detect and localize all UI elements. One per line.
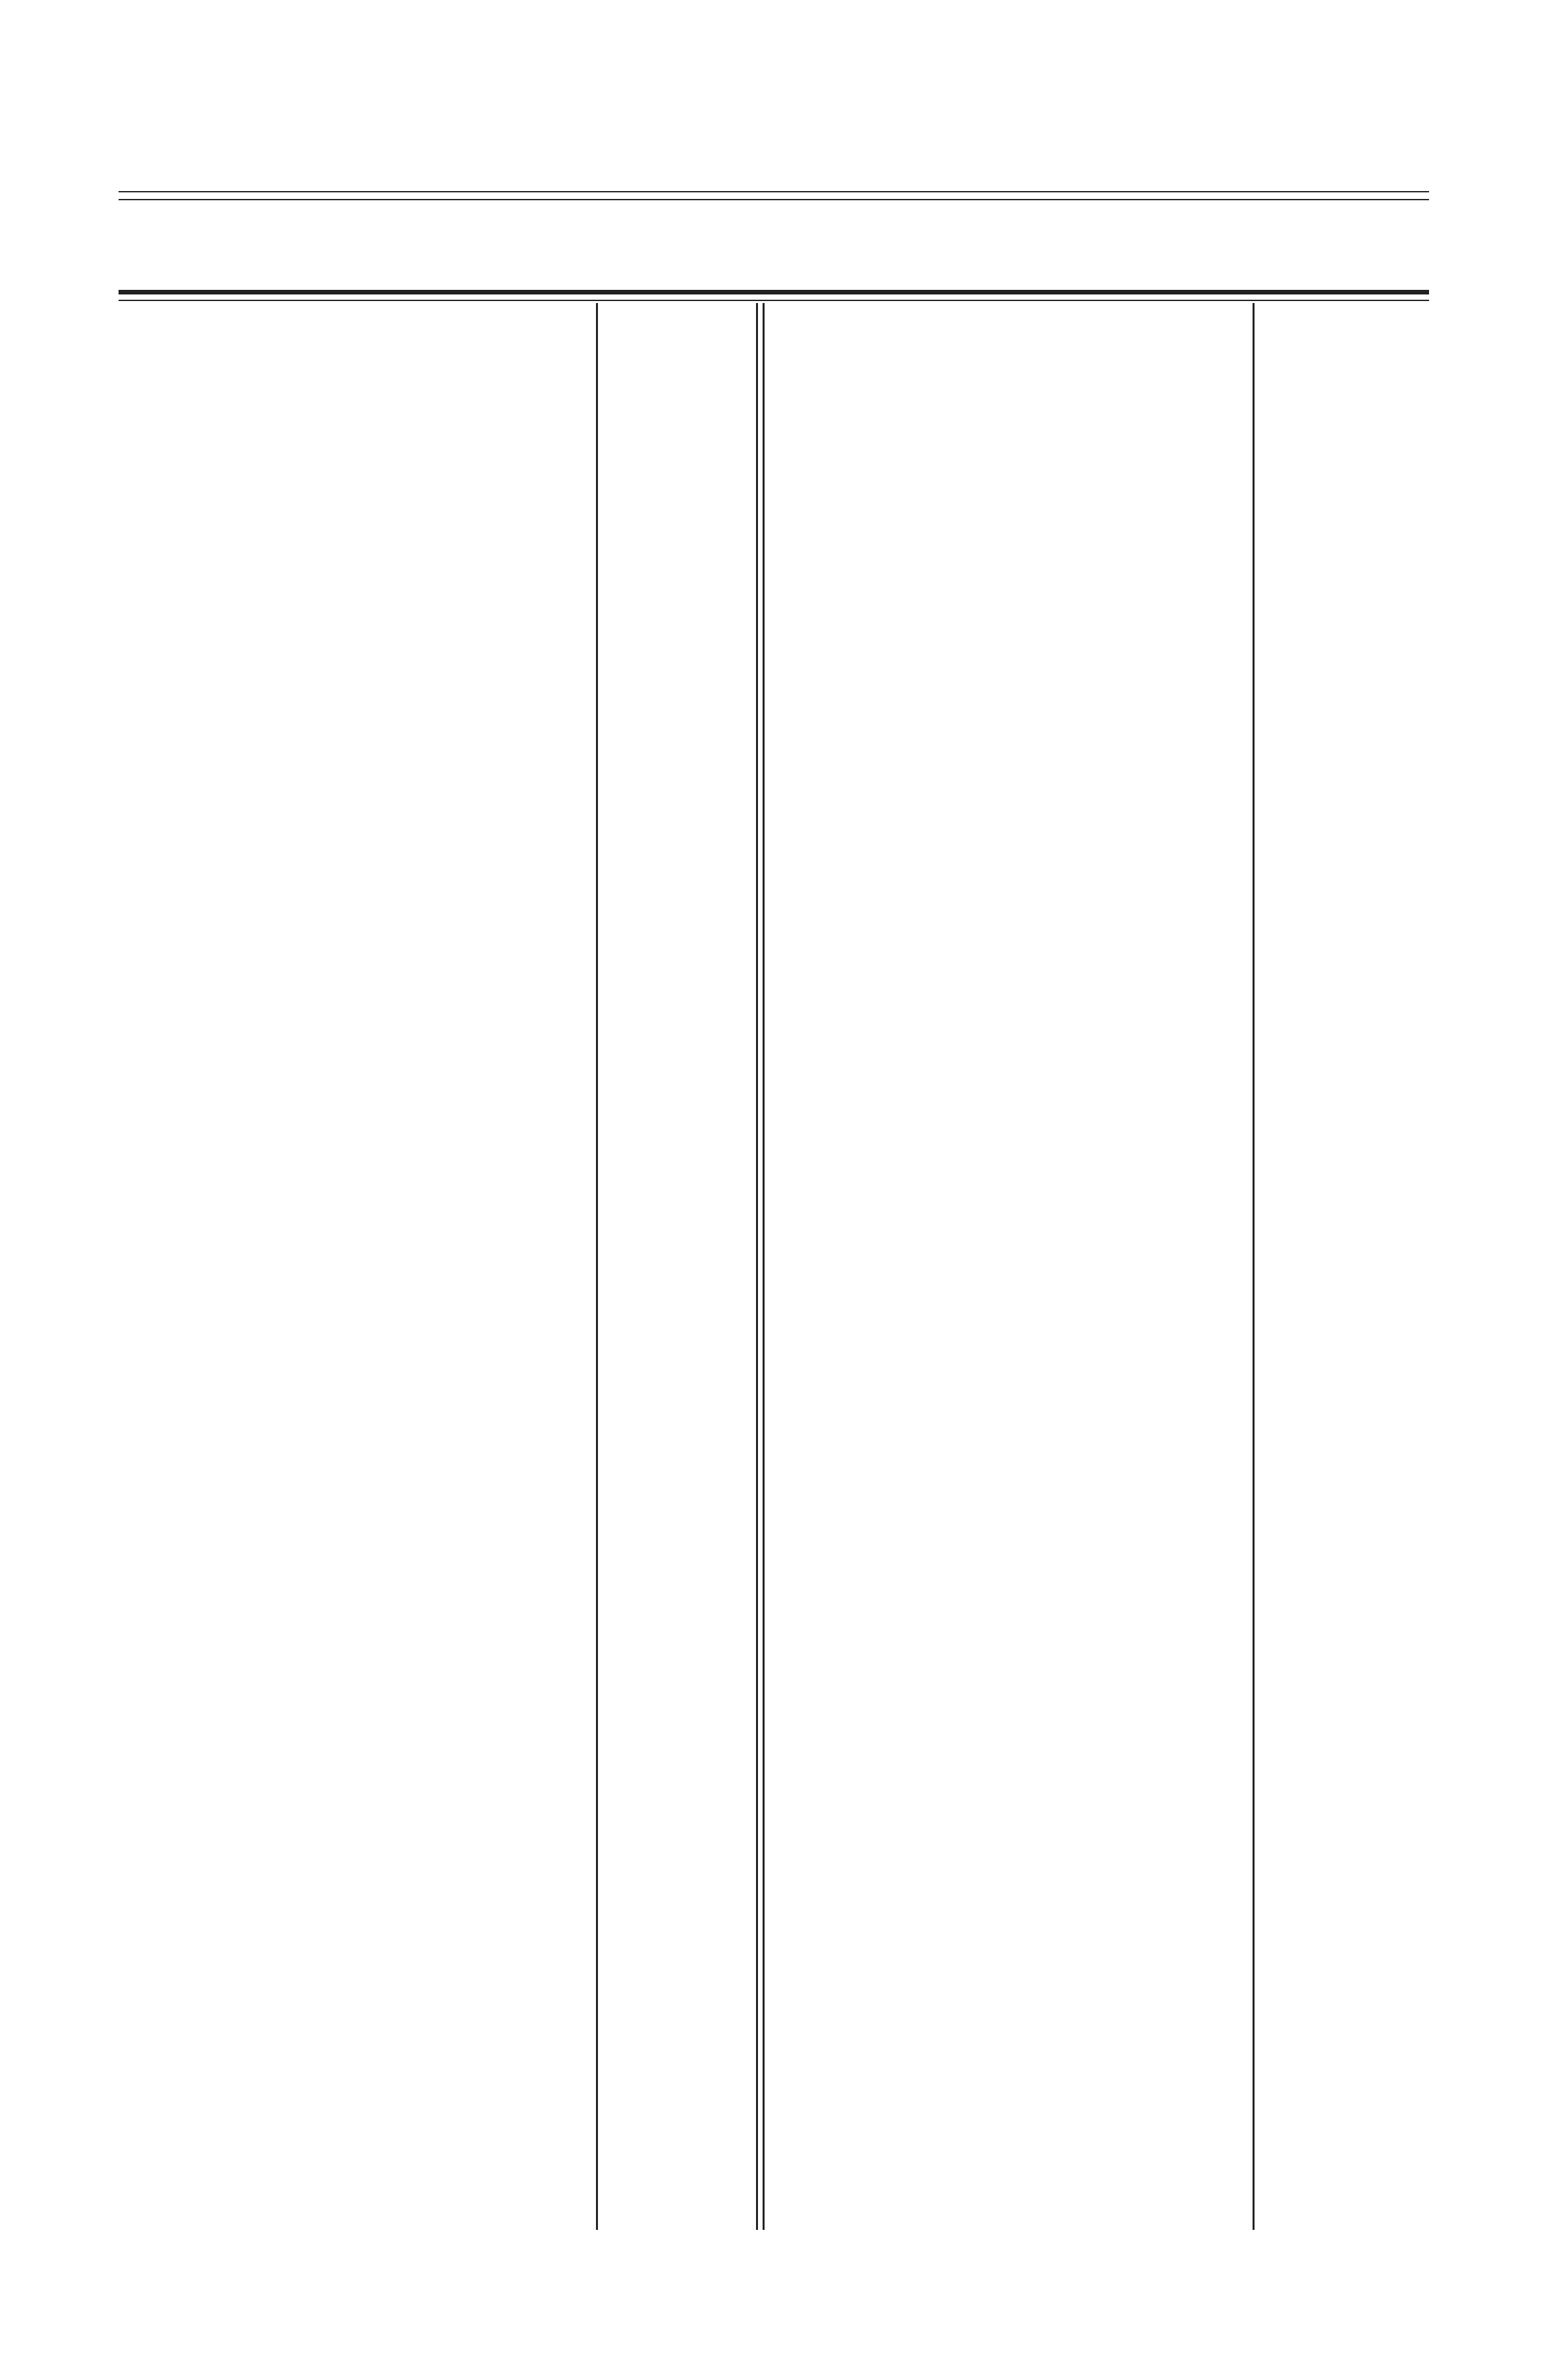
divider-center-2 [763, 303, 765, 2230]
title-rule-thin [119, 300, 1429, 301]
header-rule-thin-2 [119, 199, 1429, 200]
divider-right-amount [1253, 303, 1255, 2230]
divider-left-amount [596, 303, 598, 2230]
header-rule-thin [119, 191, 1429, 192]
divider-center-1 [756, 303, 758, 2230]
title-rule-thick [119, 290, 1429, 294]
